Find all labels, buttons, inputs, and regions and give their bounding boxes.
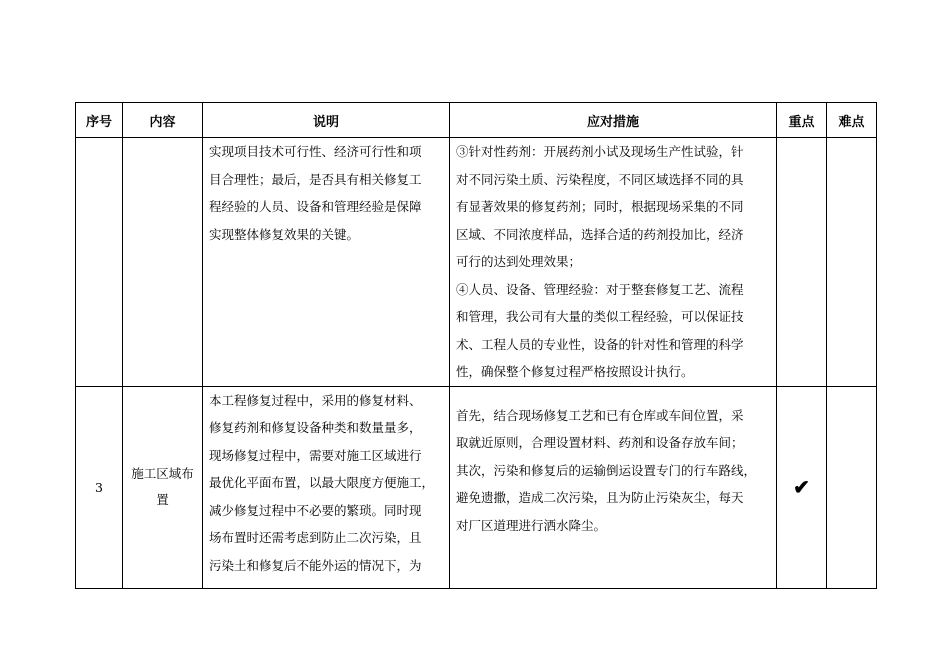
header-key: 重点 (777, 103, 827, 138)
measures-line: 取就近原则，合理设置材料、药剂和设备存放车间； (456, 435, 744, 450)
measures-line: 对不同污染土质、污染程度，不同区域选择不同的具 (456, 171, 744, 187)
row-measures (450, 386, 777, 588)
measures-line: 术、工程人员的专业性，设备的针对性和管理的科学 (456, 336, 744, 352)
row-difficulty (827, 386, 877, 588)
header-no: 序号 (76, 103, 123, 138)
row-key (777, 138, 827, 387)
measures-line: ③针对性药剂：开展药剂小试及现场生产性试验，针 (456, 144, 744, 159)
header-desc: 说明 (203, 103, 450, 138)
measures-line: ④人员、设备、管理经验：对于整套修复工艺、流程 (456, 281, 744, 297)
measures-line: 避免遗撒，造成二次污染，且为防止污染灰尘，每天 (456, 490, 744, 505)
desc-line: 修复药剂和修复设备种类和数量量多， (209, 420, 422, 435)
measures-line: 可行的达到处理效果； (456, 254, 582, 269)
measures-line: 性，确保整个修复过程严格按照设计执行。 (456, 364, 694, 379)
header-measures: 应对措施 (450, 103, 777, 138)
measures-line: 区域、不同浓度样品，选择合适的药剂投加比，经济 (456, 226, 744, 242)
header-content: 内容 (123, 103, 203, 138)
content-line: 施工区域布 (131, 466, 194, 481)
row-content (123, 386, 203, 588)
header-row (76, 103, 877, 138)
row-desc (203, 386, 450, 588)
measures-line: 其次，污染和修复后的运输倒运设置专门的行车路线， (456, 462, 757, 478)
desc-line: 最优化平面布置，以最大限度方便施工， (209, 475, 435, 490)
row-difficulty (827, 138, 877, 387)
measures-line: 首先，结合现场修复工艺和已有仓库或车间位置，采 (456, 407, 744, 423)
measures-table (75, 102, 877, 589)
measures-line: 有显著效果的修复药剂；同时，根据现场采集的不同 (456, 199, 744, 214)
header-difficulty: 难点 (827, 103, 877, 138)
row-desc (203, 138, 450, 387)
table-row (76, 138, 877, 387)
desc-line: 减少修复过程中不必要的繁琐。同时现 (209, 502, 422, 518)
desc-line: 污染土和修复后不能外运的情况下，为 (209, 557, 422, 573)
measures-line: 和管理，我公司有大量的类似工程经验，可以保证技 (456, 309, 744, 324)
desc-line: 实现项目技术可行性、经济可行性和项 (209, 144, 422, 159)
table-row (76, 386, 877, 588)
measures-line: 对厂区道理进行洒水降尘。 (456, 517, 607, 533)
desc-line: 本工程修复过程中，采用的修复材料、 (209, 392, 422, 408)
desc-line: 程经验的人员、设备和管理经验是保障 (209, 199, 422, 214)
desc-line: 场布置时还需考虑到防止二次污染，且 (209, 530, 422, 545)
row-content (123, 138, 203, 387)
row-measures (450, 138, 777, 387)
desc-line: 实现整体修复效果的关键。 (209, 226, 360, 242)
desc-line: 现场修复过程中，需要对施工区域进行 (209, 447, 422, 463)
row-no (76, 138, 123, 387)
key-check-icon: ✔ (777, 386, 827, 588)
row-no: 3 (76, 386, 123, 588)
content-line: 置 (156, 492, 169, 507)
desc-line: 目合理性；最后，是否具有相关修复工 (209, 171, 422, 187)
